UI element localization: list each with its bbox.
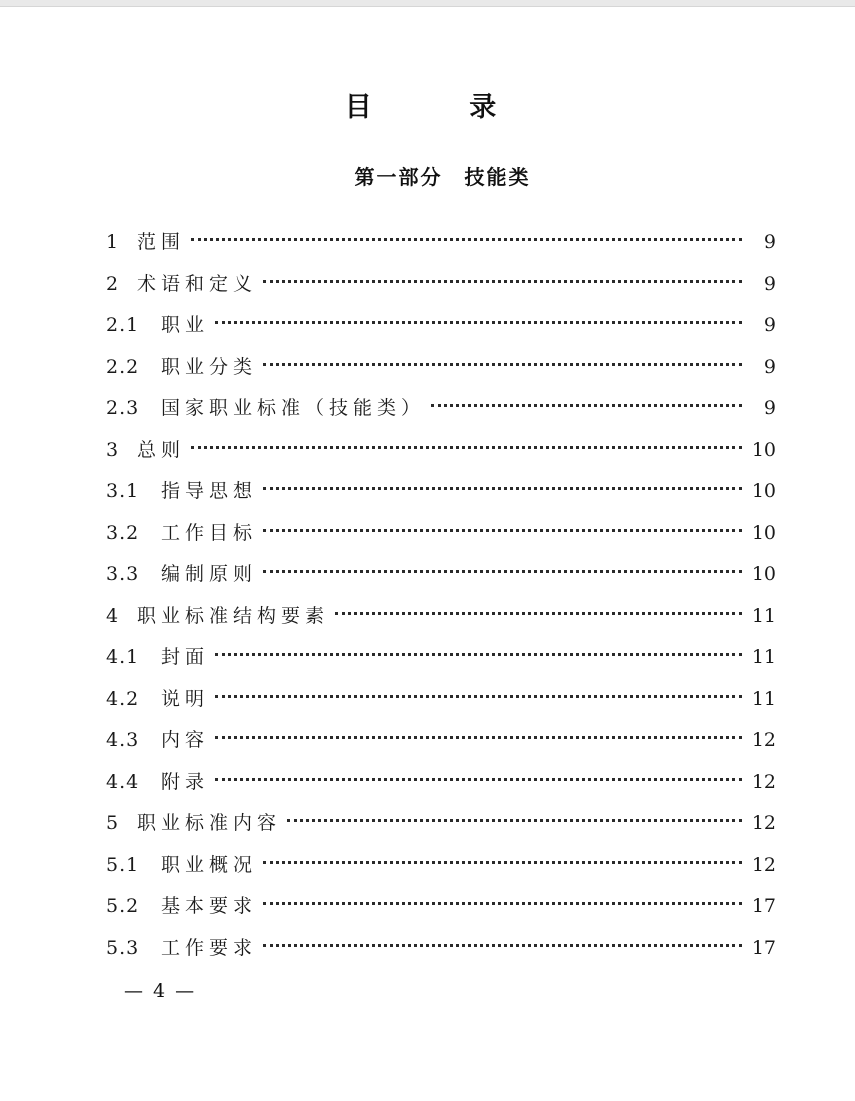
toc-number: 1 — [106, 231, 120, 253]
toc-label: 职业 — [161, 314, 210, 336]
toc-leader-dots — [263, 363, 742, 366]
toc-number: 4 — [106, 604, 120, 627]
toc-number: 5.3 — [106, 936, 140, 959]
toc-label: 总则 — [137, 438, 186, 461]
toc-row — [106, 889, 776, 931]
toc-number: 3.2 — [106, 521, 140, 544]
toc-label: 内容 — [161, 729, 210, 751]
toc-row — [106, 806, 776, 848]
toc-label: 封面 — [161, 646, 210, 668]
toc-row — [106, 599, 776, 641]
toc-label: 基本要求 — [161, 895, 258, 917]
toc-label: 术语和定义 — [137, 272, 258, 295]
toc-leader-dots — [215, 321, 742, 324]
toc-row — [106, 267, 776, 309]
toc-row — [106, 391, 776, 433]
toc-leader-dots — [263, 944, 742, 947]
toc-row — [106, 557, 776, 599]
toc-number: 2.1 — [106, 314, 140, 336]
toc-row — [106, 723, 776, 765]
toc-leader-dots — [191, 238, 742, 241]
toc-page: 10 — [751, 480, 776, 502]
toc-number: 2.3 — [106, 397, 140, 419]
toc-row — [106, 225, 776, 267]
toc-number: 5.2 — [106, 895, 140, 917]
toc-page: 10 — [751, 563, 776, 585]
toc-number: 5 — [106, 812, 120, 834]
toc-leader-dots — [263, 529, 742, 532]
toc-page: 17 — [751, 895, 776, 917]
toc-label: 国家职业标准（技能类） — [161, 397, 426, 419]
toc-number: 5.1 — [106, 853, 140, 876]
toc-number: 2 — [106, 272, 120, 295]
footer-page-number: — 4 — — [124, 980, 197, 1002]
toc-page: 12 — [751, 729, 776, 751]
toc-label: 说明 — [161, 687, 210, 710]
toc-number: 4.3 — [106, 729, 140, 751]
toc-label: 范围 — [137, 231, 186, 253]
toc-page: 12 — [751, 812, 776, 834]
toc-page: 10 — [751, 438, 776, 461]
toc-label: 职业概况 — [161, 853, 258, 876]
toc-page: 9 — [763, 397, 776, 419]
toc-label: 编制原则 — [161, 563, 258, 585]
toc-page: 12 — [751, 770, 776, 793]
toc-label: 附录 — [161, 770, 210, 793]
toc-page: 11 — [751, 646, 776, 668]
toc-number: 4.2 — [106, 687, 140, 710]
toc-number: 3.3 — [106, 563, 140, 585]
toc-label: 职业标准内容 — [137, 812, 282, 834]
toc-leader-dots — [263, 902, 742, 905]
toc-page: 17 — [751, 936, 776, 959]
toc-label: 工作目标 — [161, 521, 258, 544]
toc-page: 9 — [763, 231, 776, 253]
toc-leader-dots — [191, 446, 742, 449]
toc-row — [106, 474, 776, 516]
toc-number: 3 — [106, 438, 120, 461]
toc-page: 9 — [763, 272, 776, 295]
toc-page: 11 — [751, 687, 776, 710]
toc-number: 4.1 — [106, 646, 140, 668]
page-title: 目 录 — [344, 92, 541, 123]
page-top-edge — [0, 0, 855, 7]
toc-leader-dots — [287, 819, 742, 822]
toc-number: 3.1 — [106, 480, 140, 502]
toc-number: 4.4 — [106, 770, 140, 793]
toc-leader-dots — [263, 487, 742, 490]
toc-leader-dots — [263, 861, 742, 864]
table-of-contents — [106, 225, 776, 972]
toc-leader-dots — [215, 736, 742, 739]
toc-row — [106, 350, 776, 392]
toc-label: 指导思想 — [161, 480, 258, 502]
toc-leader-dots — [263, 570, 742, 573]
part-title: 第一部分 技能类 — [354, 165, 531, 189]
toc-leader-dots — [215, 695, 742, 698]
toc-row — [106, 308, 776, 350]
toc-label: 职业标准结构要素 — [137, 604, 330, 627]
toc-row — [106, 640, 776, 682]
toc-row — [106, 433, 776, 475]
toc-page: 12 — [751, 853, 776, 876]
toc-row — [106, 682, 776, 724]
toc-row — [106, 765, 776, 807]
toc-row — [106, 931, 776, 973]
toc-leader-dots — [431, 404, 742, 407]
toc-label: 职业分类 — [161, 355, 258, 378]
toc-page: 9 — [763, 314, 776, 336]
toc-page: 9 — [763, 355, 776, 378]
toc-row — [106, 516, 776, 558]
toc-leader-dots — [215, 778, 742, 781]
toc-page: 11 — [751, 604, 776, 627]
toc-label: 工作要求 — [161, 936, 258, 959]
toc-leader-dots — [215, 653, 742, 656]
toc-row — [106, 848, 776, 890]
toc-page: 10 — [751, 521, 776, 544]
toc-leader-dots — [335, 612, 742, 615]
toc-leader-dots — [263, 280, 742, 283]
toc-number: 2.2 — [106, 355, 140, 378]
